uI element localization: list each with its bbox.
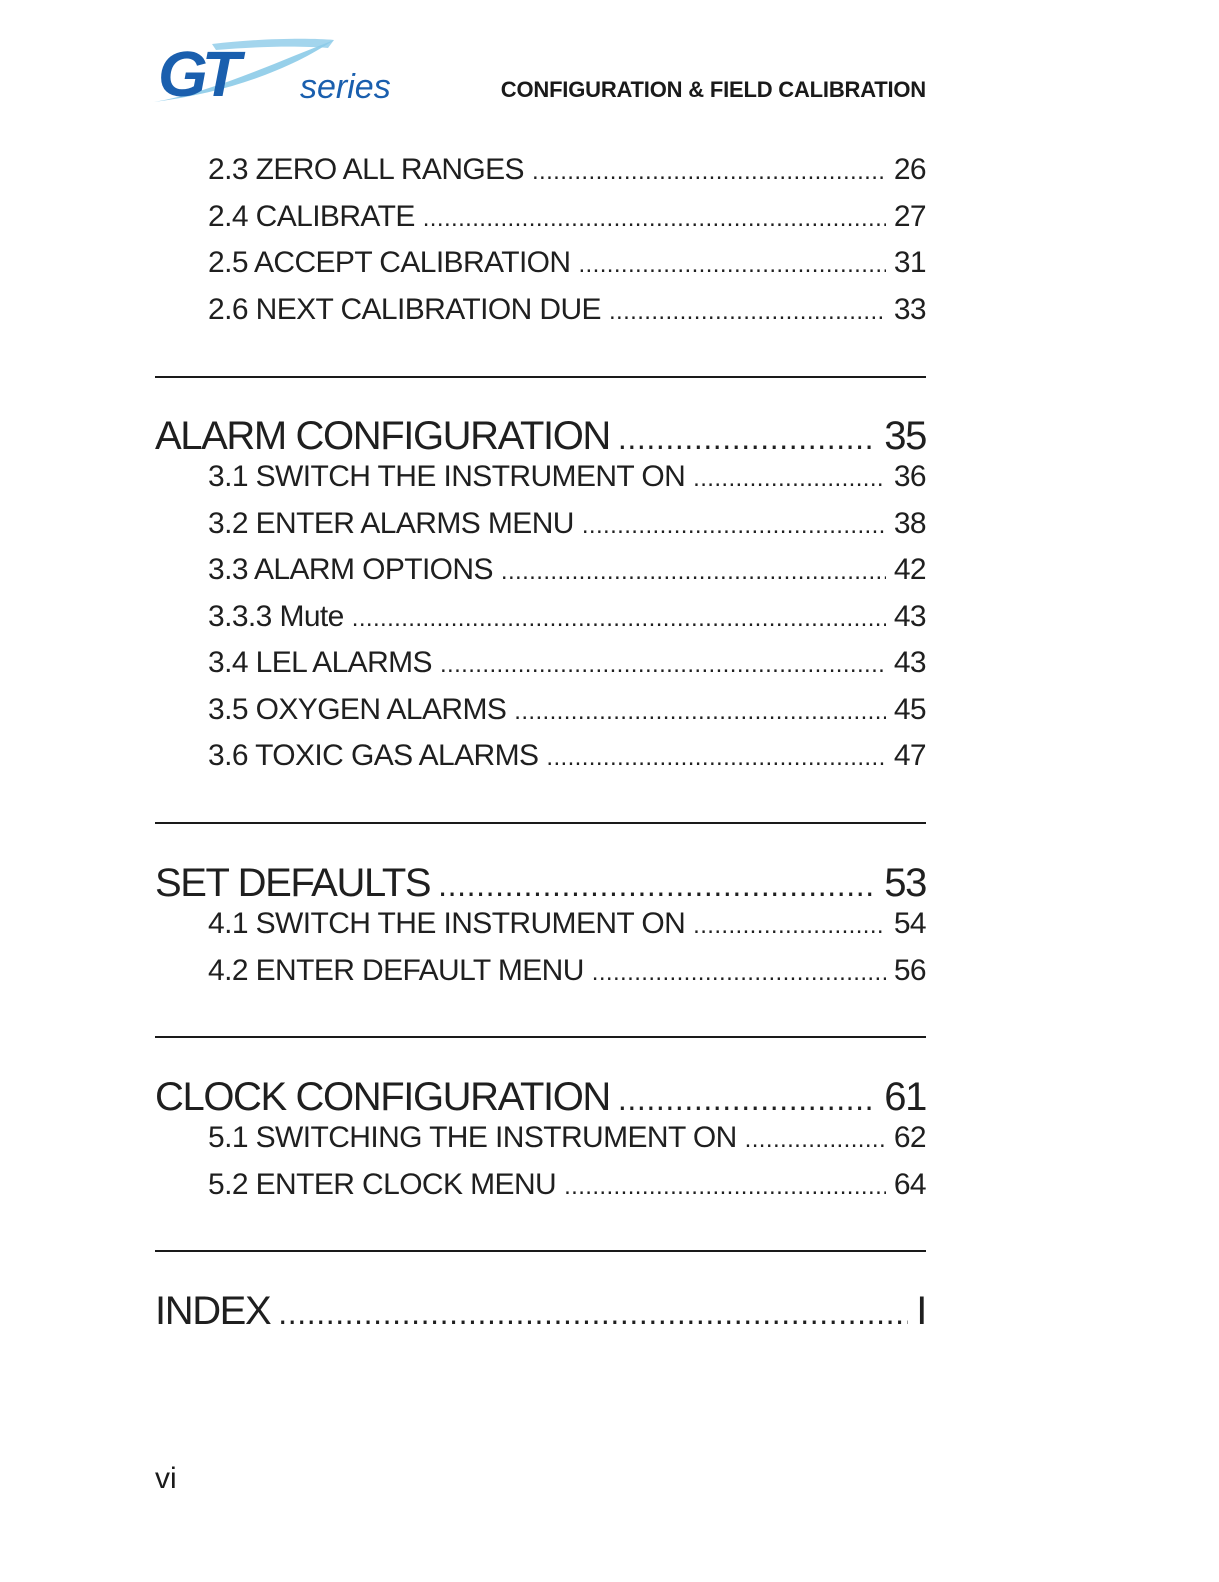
toc-entry-label: 3.2 ENTER ALARMS MENU [208, 507, 574, 540]
dot-leader [618, 413, 876, 461]
toc-entry-page: 26 [893, 153, 926, 186]
toc-entry-page: 38 [893, 507, 926, 540]
page-number: vi [155, 1462, 177, 1495]
toc-entry[interactable] [208, 1165, 926, 1205]
dot-leader [745, 1120, 886, 1158]
toc-index-label: INDEX [155, 1289, 271, 1333]
toc-entry[interactable] [208, 597, 926, 637]
toc-entry-label: 5.2 ENTER CLOCK MENU [208, 1168, 557, 1201]
toc-entry[interactable] [208, 197, 926, 237]
dot-leader [693, 906, 886, 944]
gt-series-logo [152, 34, 402, 110]
toc-entry[interactable] [208, 951, 926, 991]
section-divider [155, 376, 926, 378]
toc-entry[interactable] [208, 690, 926, 730]
toc-chapter-label: SET DEFAULTS [155, 861, 431, 905]
toc-entry-page: 56 [893, 954, 926, 987]
dot-leader [532, 152, 886, 190]
toc-entry-page: 27 [893, 200, 926, 233]
section-divider [155, 1250, 926, 1252]
dot-leader [514, 692, 886, 730]
logo-sub-text: series [300, 68, 391, 106]
toc-entry-page: 64 [893, 1168, 926, 1201]
toc-chapter[interactable] [155, 1072, 926, 1122]
dot-leader [278, 1288, 908, 1336]
toc-entry-page: 54 [893, 907, 926, 940]
section-divider [155, 1036, 926, 1038]
toc-chapter[interactable] [155, 858, 926, 908]
toc-entry-page: 62 [893, 1121, 926, 1154]
toc-entry-label: 3.3 ALARM OPTIONS [208, 553, 493, 586]
dot-leader [582, 506, 886, 544]
toc-entry[interactable] [208, 736, 926, 776]
dot-leader [564, 1167, 886, 1205]
dot-leader [618, 1074, 876, 1122]
toc-chapter-label: ALARM CONFIGURATION [155, 414, 610, 458]
toc-chapter[interactable] [155, 411, 926, 461]
dot-leader [693, 459, 886, 497]
header-title: CONFIGURATION & FIELD CALIBRATION [500, 77, 926, 102]
dot-leader [423, 199, 886, 237]
toc-entry-page: 33 [893, 293, 926, 326]
toc-entry-label: 2.5 ACCEPT CALIBRATION [208, 246, 571, 279]
toc-entry-page: 47 [893, 739, 926, 772]
toc-entry-page: 45 [893, 693, 926, 726]
toc-entry-page: 43 [893, 600, 926, 633]
dot-leader [592, 953, 886, 991]
toc-entry-label: 4.1 SWITCH THE INSTRUMENT ON [208, 907, 686, 940]
dot-leader [438, 860, 876, 908]
toc-entry-label: 2.6 NEXT CALIBRATION DUE [208, 293, 601, 326]
dot-leader [440, 645, 886, 683]
toc-entry-label: 5.1 SWITCHING THE INSTRUMENT ON [208, 1121, 737, 1154]
dot-leader [501, 552, 886, 590]
toc-chapter-index[interactable] [155, 1286, 926, 1336]
toc-entry[interactable] [208, 290, 926, 330]
toc-entry-label: 3.3.3 Mute [208, 600, 344, 633]
toc-entry[interactable] [208, 150, 926, 190]
toc-entry[interactable] [208, 550, 926, 590]
toc-entry-page: 43 [893, 646, 926, 679]
toc-entry-label: 3.1 SWITCH THE INSTRUMENT ON [208, 460, 686, 493]
toc-chapter-page: 35 [884, 414, 926, 458]
toc-entry[interactable] [208, 504, 926, 544]
toc-entry-page: 31 [893, 246, 926, 279]
toc-entry[interactable] [208, 643, 926, 683]
toc-chapter-page: 53 [884, 861, 926, 905]
toc-entry-label: 4.2 ENTER DEFAULT MENU [208, 954, 584, 987]
logo-main-text: GT [158, 38, 235, 110]
dot-leader [609, 292, 886, 330]
toc-entry[interactable] [208, 243, 926, 283]
dot-leader [578, 245, 885, 283]
dot-leader [546, 738, 885, 776]
toc-entry-label: 3.6 TOXIC GAS ALARMS [208, 739, 539, 772]
toc-entry-label: 2.3 ZERO ALL RANGES [208, 153, 524, 186]
section-divider [155, 822, 926, 824]
toc-chapter-label: CLOCK CONFIGURATION [155, 1075, 610, 1119]
toc-entry-label: 3.5 OXYGEN ALARMS [208, 693, 507, 726]
toc-entry[interactable] [208, 904, 926, 944]
toc-entry-page: 36 [893, 460, 926, 493]
dot-leader [352, 599, 886, 637]
toc-chapter-page: 61 [884, 1075, 926, 1119]
toc-index-page: I [916, 1289, 926, 1333]
toc-entry[interactable] [208, 457, 926, 497]
toc-entry[interactable] [208, 1118, 926, 1158]
toc-entry-page: 42 [893, 553, 926, 586]
toc-entry-label: 3.4 LEL ALARMS [208, 646, 432, 679]
toc-entry-label: 2.4 CALIBRATE [208, 200, 415, 233]
